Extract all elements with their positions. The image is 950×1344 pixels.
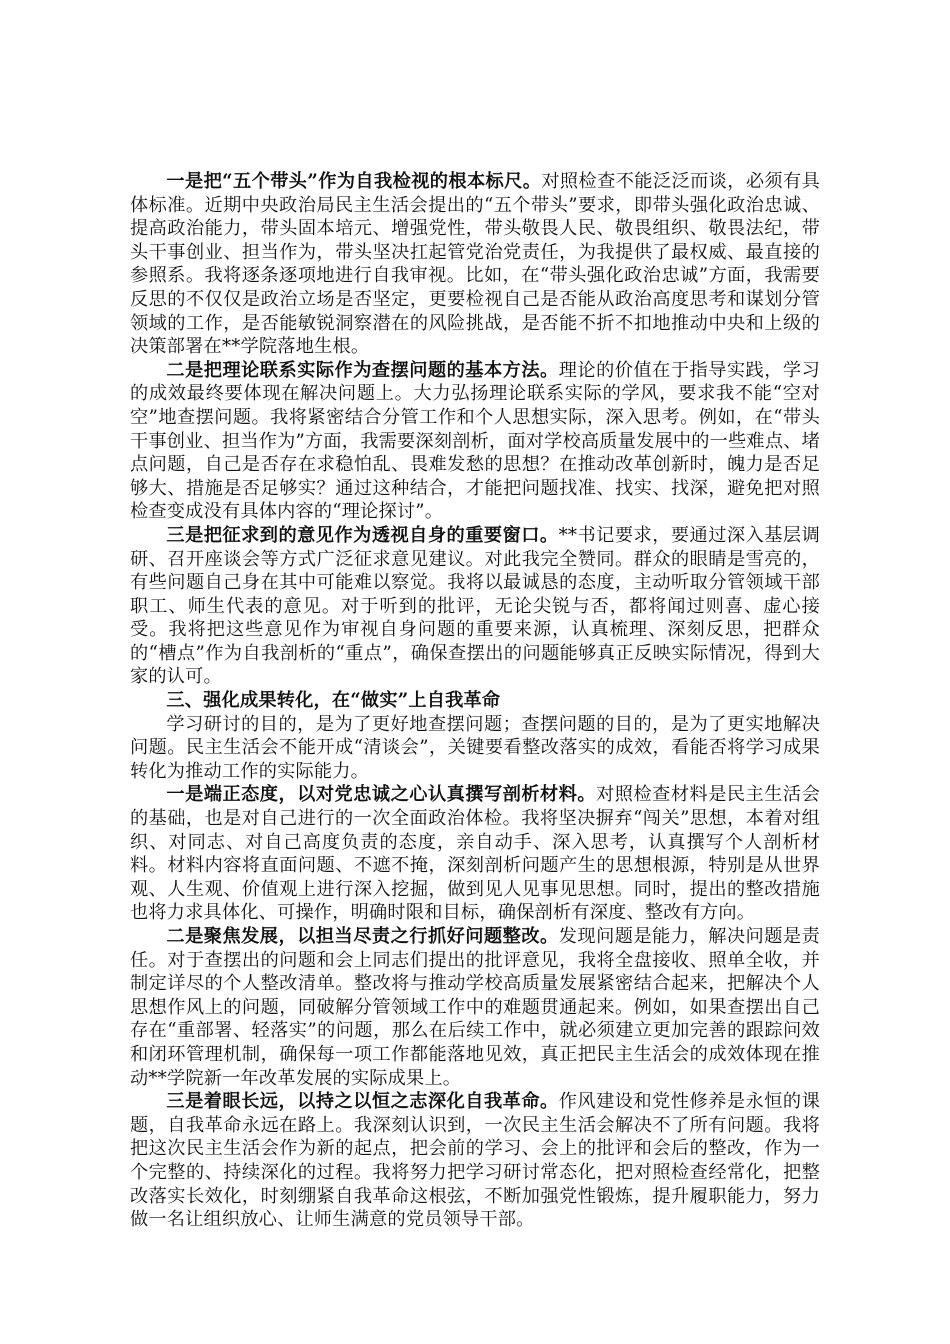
paragraph-1-body: 对照检查不能泛泛而谈，必须有具体标准。近期中央政治局民主生活会提出的“五个带头”要求，即带头强化政治忠诚、提高政治能力，带头固本培元、增强党性，带头敬畏人民、敬畏组织、敬畏法纪，带头干事创业、担当作为，带头坚决扛起管党治党责任，为我提供了最权威、最直接的参照系。我将逐条逐项地进行自我审视。比如，在“带头强化政治忠诚”方面，我需要反思的不仅仅是政治立场是否坚定，更要检视自己是否能从政治高度思考和谋划分管领域的工作，是否能敏锐洞察潜在的风险挑战，是否能不折不扣地推动中央和上级的决策部署在**学院落地生根。	[130, 171, 820, 358]
paragraph-1-lead: 一是把“五个带头”作为自我检视的根本标尺。	[166, 171, 542, 192]
section-paragraph-3	[130, 1090, 820, 1232]
section-intro: 学习研讨的目的，是为了更好地查摆问题；查摆问题的目的，是为了更实地解决问题。民主生活会不能开成“清谈会”，关键要看整改落实的成效，看能否将学习成果转化为推动工作的实际能力。	[130, 713, 820, 782]
section-paragraph-2-lead: 二是聚焦发展，以担当尽责之行抓好问题整改。	[166, 926, 559, 947]
section-paragraph-1	[130, 783, 820, 925]
document-page	[130, 170, 820, 1232]
section-paragraph-2-body: 发现问题是能力，解决问题是责任。对于查摆出的问题和会上同志们提出的批评意见，我将全盘接收、照单全收，并制定详尽的个人整改清单。整改将与推动学校高质量发展紧密结合起来，把解决个人思想作风上的问题，同破解分管领域工作中的难题贯通起来。例如，如果查摆出自己存在“重部署、轻落实”的问题，那么在后续工作中，就必须建立更加完善的跟踪问效和闭环管理机制，确保每一项工作都能落地见效，真正把民主生活会的成效体现在推动**学院新一年改革发展的实际成果上。	[130, 926, 820, 1089]
paragraph-3-body: **书记要求，要通过深入基层调研、召开座谈会等方式广泛征求意见建议。对此我完全赞同。群众的眼睛是雪亮的，有些问题自己身在其中可能难以察觉。我将以最诚恳的态度，主动听取分管领域干部职工、师生代表的意见。对于听到的批评，无论尖锐与否，都将闻过则喜、虚心接受。我将把这些意见作为审视自身问题的重要来源，认真梳理、深刻反思，把群众的“槽点”作为自我剖析的“重点”，确保查摆出的问题能够真正反映实际情况，得到大家的认可。	[130, 524, 820, 688]
paragraph-3-lead: 三是把征求到的意见作为透视自身的重要窗口。	[166, 524, 559, 546]
section-heading: 三、强化成果转化，在“做实”上自我革命	[166, 690, 501, 712]
section-paragraph-2	[130, 925, 820, 1090]
section-paragraph-1-lead: 一是端正态度，以对党忠诚之心认真撰写剖析材料。	[166, 784, 597, 806]
section-paragraph-1-body: 对照检查材料是民主生活会的基础，也是对自己进行的一次全面政治体检。我将坚决摒弃“闯关”思想，本着对组织、对同志、对自己高度负责的态度，亲自动手、深入思考，认真撰写个人剖析材料。材料内容将直面问题、不遮不掩，深刻剖析问题产生的思想根源，特别是从世界观、人生观、价值观上进行深入挖掘，做到见人见事见思想。同时，提出的整改措施也将力求具体化、可操作，明确时限和目标，确保剖析有深度、整改有方向。	[130, 784, 820, 924]
section-paragraph-3-lead: 三是着眼长远，以持之以恒之志深化自我革命。	[166, 1091, 559, 1113]
section-paragraph-3-body: 作风建设和党性修养是永恒的课题，自我革命永远在路上。我深刻认识到，一次民主生活会解决不了所有问题。我将把这次民主生活会作为新的起点，把会前的学习、会上的批评和会后的整改，作为一个完整的、持续深化的过程。我将努力把学习研讨常态化，把对照检查经常化，把整改落实长效化，时刻绷紧自我革命这根弦，不断加强党性锻炼，提升履职能力，努力做一名让组织放心、让师生满意的党员领导干部。	[130, 1091, 820, 1231]
paragraph-1	[130, 170, 820, 359]
paragraph-2-lead: 二是把理论联系实际作为查摆问题的基本方法。	[166, 359, 559, 381]
paragraph-3	[130, 524, 820, 689]
paragraph-2-body: 理论的价值在于指导实践，学习的成效最终要体现在解决问题上。大力弘扬理论联系实际的学风，要求我不能“空对空”地查摆问题。我将紧密结合分管工作和个人思想实际，深入思考。例如，在“带头干事创业、担当作为”方面，我需要深刻剖析，面对学校高质量发展中的一些难点、堵点问题，自己是否存在求稳怕乱、畏难发愁的思想？在推动改革创新时，魄力是否足够大、措施是否足够实？通过这种结合，才能把问题找准、找实、找深，避免把对照检查变成没有具体内容的“理论探讨”。	[130, 359, 820, 523]
paragraph-2	[130, 359, 820, 524]
